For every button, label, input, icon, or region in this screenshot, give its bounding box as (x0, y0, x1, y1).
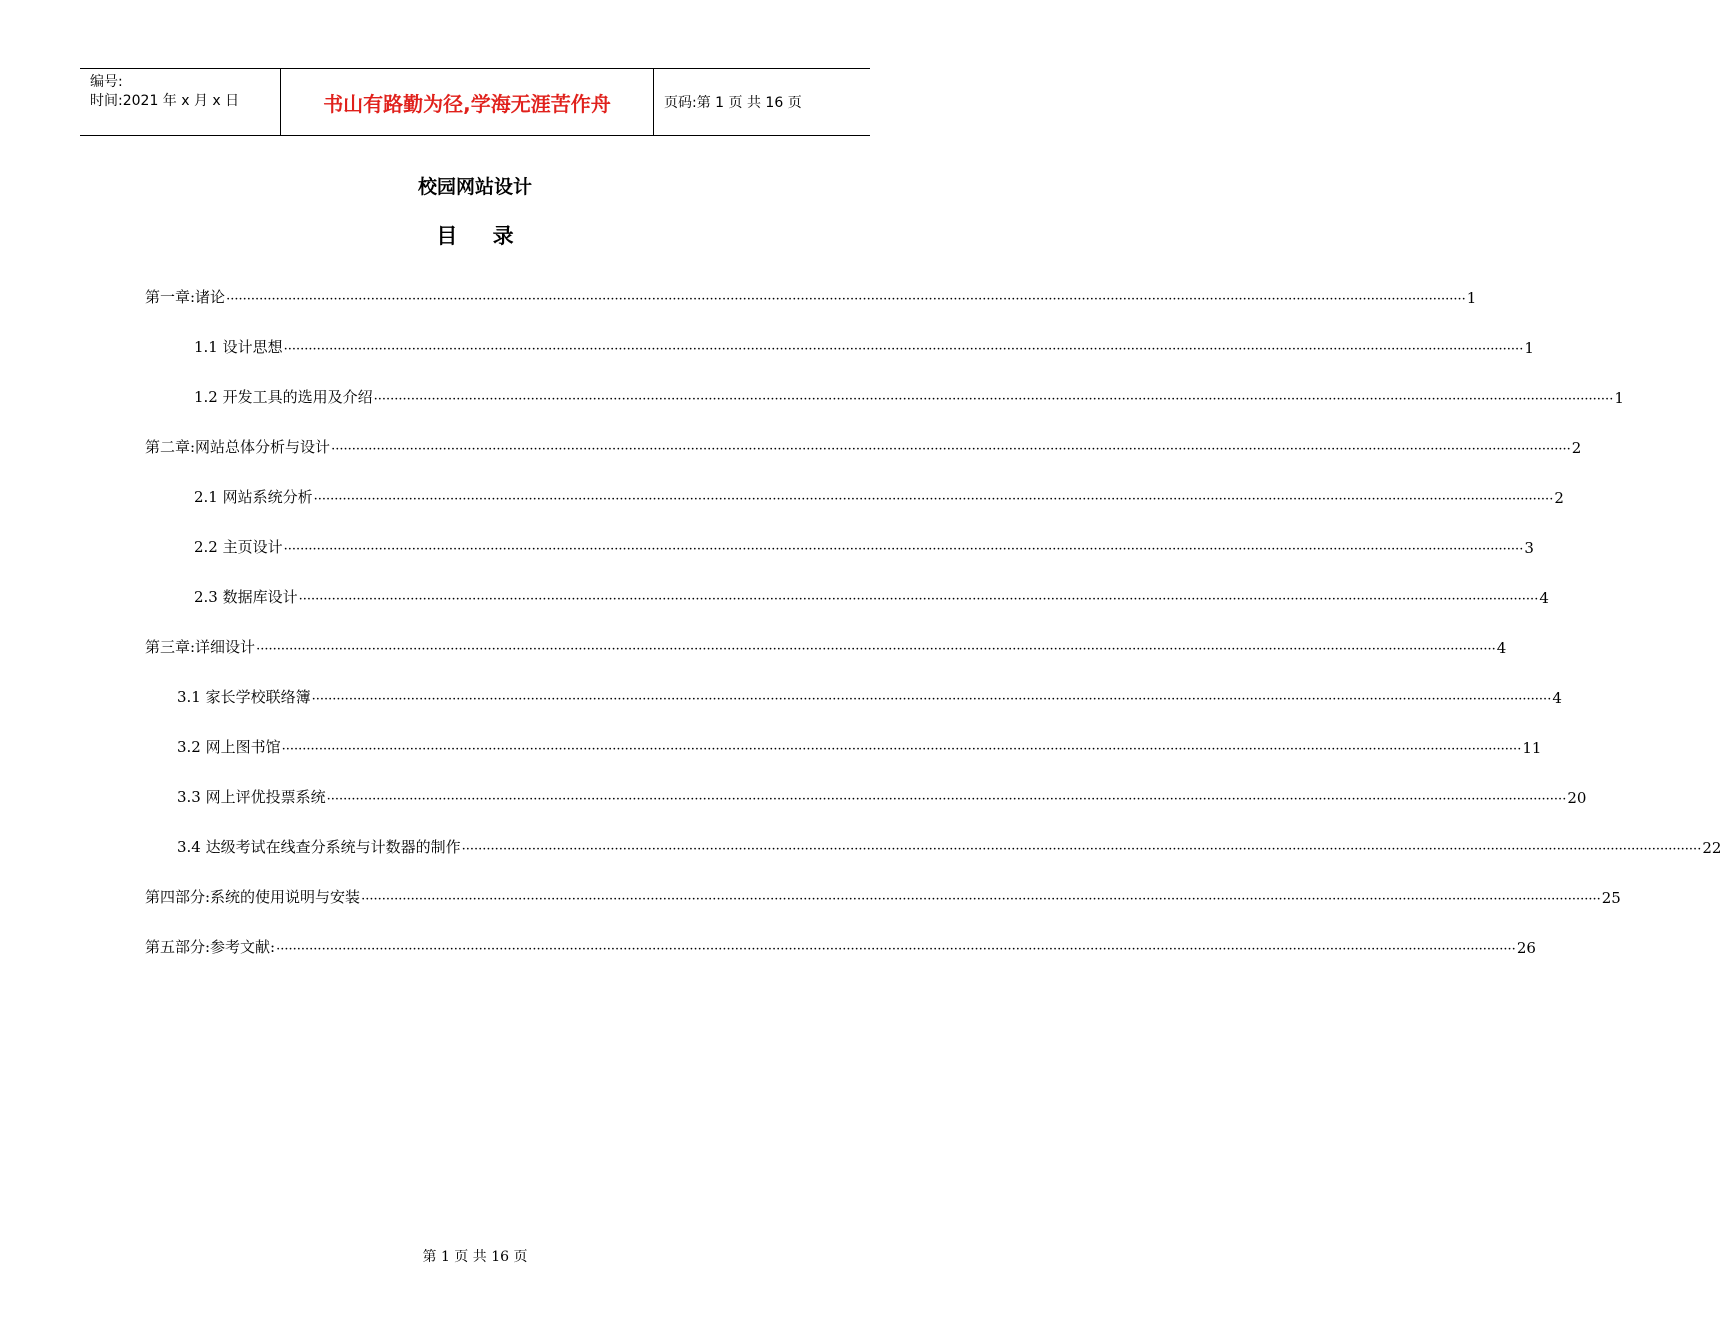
toc-entry[interactable] (145, 433, 1582, 457)
toc-leader: ············································································································································································································································································································ (361, 892, 1601, 907)
toc-entry[interactable] (194, 383, 1624, 407)
toc-entry-page: 4 (1496, 639, 1507, 657)
document-title: 校园网站设计 (417, 176, 532, 198)
toc-entry[interactable] (194, 533, 1534, 557)
toc-entry[interactable] (177, 833, 1721, 857)
toc-entry-label: 1.1 设计思想 (194, 338, 283, 356)
toc-entry-page: 1 (1614, 389, 1624, 407)
toc-entry-page: 2 (1571, 439, 1582, 457)
toc-entry-page: 22 (1702, 839, 1721, 857)
toc-entry-label: 第一章:诸论 (145, 288, 226, 306)
header-meta (80, 69, 281, 135)
toc-leader: ············································································································································································································································································································ (276, 942, 1516, 957)
page-footer: 第 1 页 共 16 页 (422, 1249, 528, 1265)
document-number-label: 编号: (90, 74, 123, 90)
toc-leader: ············································································································································································································································································································ (283, 542, 1524, 557)
toc-entry-page: 4 (1539, 589, 1549, 607)
toc-leader: ············································································································································································································································································································ (256, 642, 1496, 657)
toc-entry[interactable] (194, 483, 1564, 507)
toc-entry[interactable] (177, 733, 1542, 757)
toc-entry-page: 4 (1552, 689, 1562, 707)
toc-entry[interactable] (194, 583, 1549, 607)
header-page-info: 页码:第 1 页 共 16 页 (664, 95, 802, 111)
toc-entry-page: 1 (1524, 339, 1534, 357)
toc-entry[interactable] (145, 283, 1477, 307)
toc-leader: ············································································································································································································································································································ (283, 342, 1524, 357)
header-motto: 书山有路勤为径,学海无涯苦作舟 (281, 69, 654, 135)
toc-leader: ············································································································································································································································································································ (313, 492, 1554, 507)
document-time-label: 时间:2021 年 x 月 x 日 (90, 93, 240, 109)
toc-entry[interactable] (194, 333, 1534, 357)
toc-entry-label: 3.1 家长学校联络簿 (177, 688, 311, 706)
toc-leader: ············································································································································································································································································································ (331, 442, 1571, 457)
toc-entry-label: 1.2 开发工具的选用及介绍 (194, 388, 373, 406)
toc-entry-label: 第二章:网站总体分析与设计 (145, 438, 331, 456)
toc-entry-page: 2 (1554, 489, 1564, 507)
toc-entry[interactable] (177, 683, 1562, 707)
toc-entry-label: 3.3 网上评优投票系统 (177, 788, 326, 806)
toc-entry-label: 第四部分:系统的使用说明与安装 (145, 888, 361, 906)
toc-entry-page: 1 (1466, 289, 1477, 307)
toc-leader: ············································································································································································································································································································ (373, 392, 1614, 407)
toc-entry-label: 第五部分:参考文献: (145, 938, 276, 956)
page-header (80, 68, 870, 136)
toc-leader: ············································································································································································································································································································ (326, 792, 1567, 807)
toc-entry-page: 11 (1522, 739, 1542, 757)
toc-leader: ············································································································································································································································································································ (226, 292, 1466, 307)
toc-entry[interactable] (145, 633, 1507, 657)
toc-leader: ············································································································································································································································································································ (281, 742, 1522, 757)
toc-entry-label: 2.1 网站系统分析 (194, 488, 313, 506)
toc-entry-label: 第三章:详细设计 (145, 638, 256, 656)
toc-leader: ············································································································································································································································································································ (461, 842, 1702, 857)
toc-leader: ············································································································································································································································································································ (298, 592, 1539, 607)
toc-entry[interactable] (145, 933, 1536, 957)
toc-entry-page: 20 (1567, 789, 1587, 807)
toc-entry-page: 26 (1516, 939, 1536, 957)
toc-entry[interactable] (177, 783, 1587, 807)
toc-heading: 目 录 (436, 224, 528, 248)
toc-entry-page: 25 (1601, 889, 1621, 907)
toc-entry-label: 2.3 数据库设计 (194, 588, 298, 606)
toc-entry-label: 3.4 达级考试在线查分系统与计数器的制作 (177, 838, 461, 856)
toc-entry[interactable] (145, 883, 1621, 907)
toc-entry-label: 2.2 主页设计 (194, 538, 283, 556)
toc-entry-label: 3.2 网上图书馆 (177, 738, 281, 756)
toc-entry-page: 3 (1524, 539, 1534, 557)
toc-leader: ············································································································································································································································································································ (311, 692, 1552, 707)
